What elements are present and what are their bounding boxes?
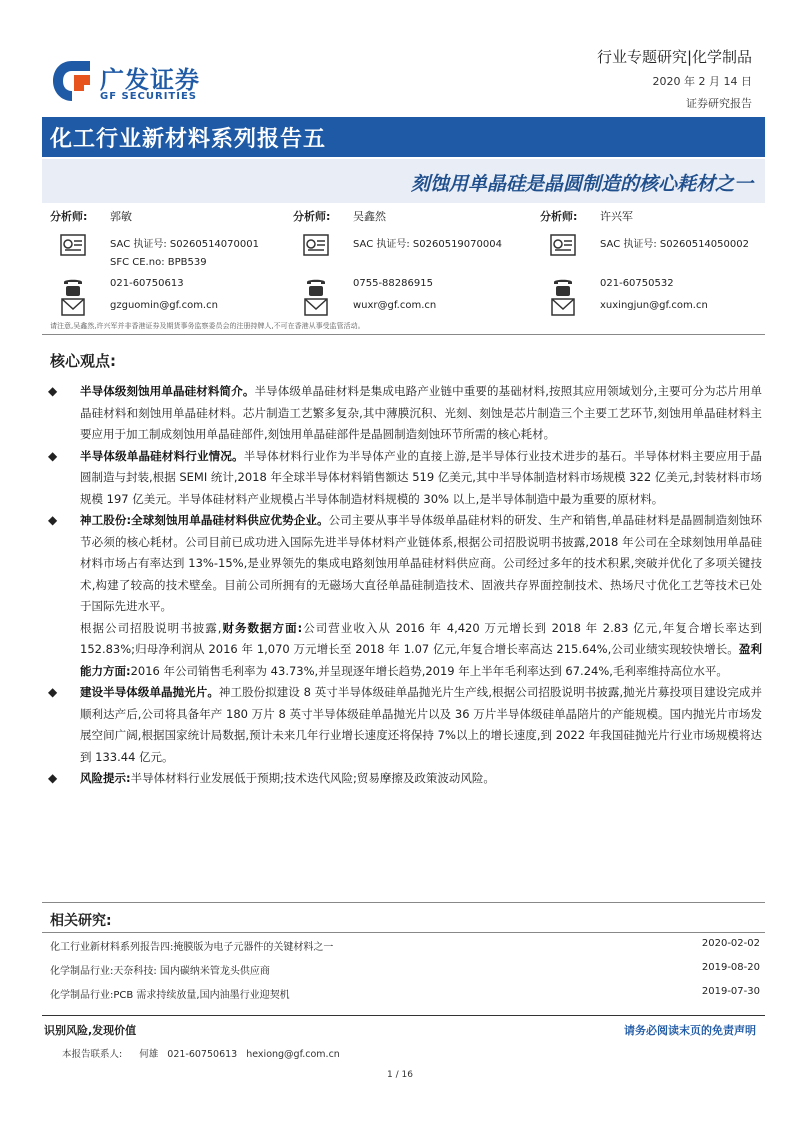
bullet-diamond-icon: ◆ [48,513,58,527]
license-note: 请注意,吴鑫然,许兴军并非香港证券及期货事务监察委员会的注册持牌人,不可在香港从事受监管活动。 [50,322,365,330]
bullet-text: 根据公司招股说明书披露, [80,620,222,635]
contact-label: 本报告联系人: [62,1049,123,1060]
bullet-text: 神工股份拟建设 8 英寸半导体级硅单晶抛光片生产线,根据公司招股说明书披露,抛光片募投项目建设完成并顺利达产后,公司将具备年产 180 万片 8 英寸半导体级硅单晶抛光片以及 36 万片半导体级硅单晶陪片的产能规模。国内抛光片市场发展空间广阔,根据国家统计局数据,预计未来几年行业增长速度还将保持 7%以上的增长速度,到 2022 年我国硅抛光片行业市场规模将达到 133.44 亿元。 [80,685,763,764]
bullet-diamond-icon: ◆ [48,448,58,463]
title-bar [42,117,765,157]
phone-icon [303,276,329,298]
analyst-sfc: SFC CE.no: BPB539 [110,257,207,268]
bullet-diamond-icon: ◆ [48,771,58,785]
bullet-text: 公司主要从事半导体级单晶硅材料的研发、生产和销售,单晶硅材料是晶圆制造刻蚀环节必须的核心耗材。公司目前已成功进入国际先进半导体材料产业链体系,根据公司招股说明书披露,2018 年公司在全球刻蚀用单晶硅材料市场占有率达到 13%-15%,是业界领先的集成电路刻蚀用单晶硅材料供应商。公司经过多年的技术积累,突破并优化了多项关键技术,构建了较高的技术壁垒。目前公司所拥有的无磁场大直径单晶硅制造技术、固液共存界面控制技术、热场尺寸优化工艺等技术已处于国际先进水平。 [80,513,762,613]
divider [42,932,765,933]
report-type: 证券研究报告 [686,97,752,110]
page-number: 1 / 16 [387,1070,413,1080]
report-date: 2020 年 2 月 14 日 [652,75,752,88]
report-category: 行业专题研究|化学制品 [596,48,752,66]
analyst-sac: SAC 执证号: S0260514070001 [110,239,259,250]
subtitle-bar [42,159,765,203]
bullet-text: 半导体级单晶硅材料是集成电路产业链中重要的基础材料,按照其应用领域划分,主要可分为芯片用单晶硅材料和刻蚀用单晶硅材料。芯片制造工艺繁多复杂,其中薄膜沉积、光刻、刻蚀是芯片制造三个主要工艺环节,刻蚀用单晶硅材料主要应用于加工制成刻蚀用单晶硅部件,刻蚀用单晶硅部件是晶圆制造刻蚀环节所需的核心耗材。 [80,384,762,441]
bullet-text: 半导体材料行业作为半导体产业的直接上游,是半导体行业技术进步的基石。半导体材料主要应用于晶圆制造与封装,根据 SEMI 统计,2018 年全球半导体材料销售额达 519 亿美元,其中半导体制造材料市场规模 322 亿美元,封装材料市场规模 197 亿美元。半导体硅材料产业规模占半导体制造材料规模的 30% 以上,是半导体制造中最为重要的原材料。 [80,448,763,506]
contact-email[interactable]: hexiong@gf.com.cn [246,1049,340,1060]
bullet-heading: 盈利能力方面: [80,642,763,678]
certificate-icon [60,234,86,256]
analyst-sac: SAC 执证号: S0260519070004 [353,239,502,250]
bullet-text: 公司营业收入从 2016 年 4,420 万元增长到 2018 年 2.83 亿元,年复合增长率达到 152.83%;归母净利润从 2016 年 1,070 万元增长至 2018 年 1.07 亿元,年复合增长率高达 215.64%,公司业绩实现较快增长。 [80,620,762,656]
core-title: 核心观点: [50,352,116,370]
logo-text-cn: 广发证券 [100,66,200,94]
bullet-item [46,381,762,446]
certificate-icon [550,234,576,256]
analyst-sac: SAC 执证号: S0260514050002 [600,239,749,250]
gf-logo-icon [50,58,94,104]
related-title: 相关研究: [50,913,112,929]
analyst-email[interactable]: xuxingjun@gf.com.cn [600,300,708,311]
bullet-heading: 半导体级单晶硅材料行业情况。 [80,448,244,463]
report-subtitle: 刻蚀用单晶硅是晶圆制造的核心耗材之一 [410,173,753,195]
analyst-email[interactable]: wuxr@gf.com.cn [353,300,437,311]
footer-divider [42,1015,765,1016]
logo-text-en: GF SECURITIES [100,91,198,102]
related-item-date: 2019-08-20 [701,962,760,973]
header-info [597,46,752,111]
core-bullets [46,381,762,790]
analyst-role: 分析师: [293,210,331,223]
contact-name: 何雄 [139,1049,159,1060]
bullet-heading: 神工股份:全球刻蚀用单晶硅材料供应优势企业。 [80,513,329,527]
related-item-date: 2020-02-02 [701,938,760,949]
report-title: 化工行业新材料系列报告五 [50,126,327,152]
analyst-email[interactable]: gzguomin@gf.com.cn [110,300,218,311]
related-item-date: 2019-07-30 [701,986,760,997]
divider [42,902,765,903]
bullet-heading: 财务数据方面: [221,620,303,635]
email-icon [60,296,86,318]
analyst-phone: 021-60750532 [600,278,674,289]
certificate-icon [303,234,329,256]
phone-icon [550,276,576,298]
bullet-item [46,446,762,511]
analyst-name: 吴鑫然 [353,210,386,223]
related-item-title[interactable]: 化学制品行业:PCB 需求持续放量,国内油墨行业迎契机 [50,990,290,1001]
bullet-text: 半导体材料行业发展低于预期;技术迭代风险;贸易摩擦及政策波动风险。 [130,771,495,785]
bullet-heading: 建设半导体级单晶抛光片。 [80,685,219,699]
company-logo [50,58,220,108]
bullet-heading: 风险提示: [80,771,131,785]
analyst-phone: 0755-88286915 [353,278,433,289]
analyst-name: 许兴军 [600,210,633,223]
analyst-role: 分析师: [540,210,578,223]
related-item-title[interactable]: 化学制品行业:天奈科技: 国内碳纳米管龙头供应商 [50,966,270,977]
bullet-heading: 半导体级刻蚀用单晶硅材料简介。 [80,384,255,398]
analyst-phone: 021-60750613 [110,278,184,289]
footer-slogan: 识别风险,发现价值 [44,1024,137,1037]
phone-icon [60,276,86,298]
analyst-name: 郭敏 [110,210,132,223]
bullet-item [46,510,762,618]
email-icon [303,296,329,318]
bullet-continuation [46,618,762,683]
report-contact [62,1046,340,1060]
bullet-diamond-icon: ◆ [48,384,58,398]
footer-disclaimer-link[interactable]: 请务必阅读末页的免责声明 [624,1024,756,1037]
email-icon [550,296,576,318]
bullet-diamond-icon: ◆ [48,685,58,699]
divider [42,334,765,335]
analyst-role: 分析师: [50,210,88,223]
bullet-item [46,682,762,768]
bullet-item [46,768,762,790]
related-item-title[interactable]: 化工行业新材料系列报告四:掩膜版为电子元器件的关键材料之一 [50,942,334,953]
bullet-text: 2016 年公司销售毛利率为 43.73%,并呈现逐年增长趋势,2019 年上半年毛利率达到 67.24%,毛利率维持高位水平。 [130,663,728,678]
contact-phone: 021-60750613 [167,1049,238,1060]
